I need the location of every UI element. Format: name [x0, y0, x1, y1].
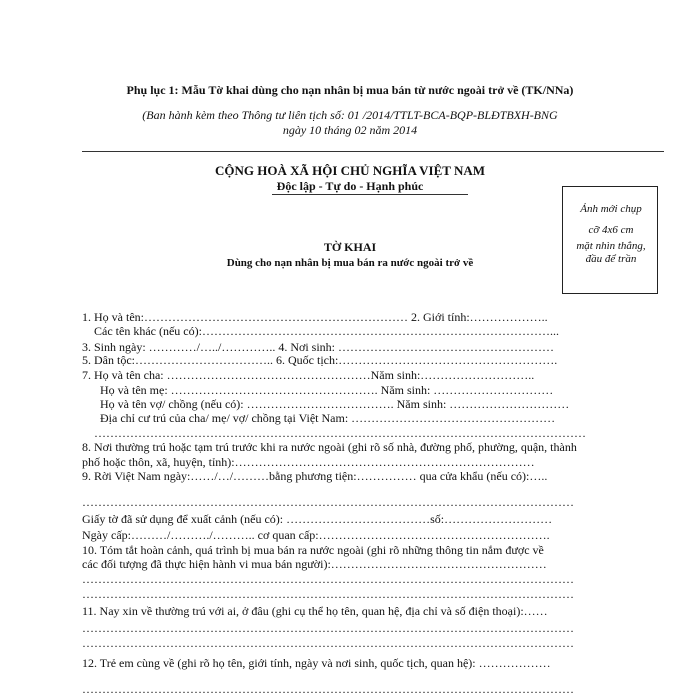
field-other-names[interactable]: Các tên khác (nếu có):……………………………………………………………………………...	[94, 324, 559, 338]
field-father[interactable]: 7. Họ và tên cha: ……………………………………………Năm sinh:………………………..	[82, 368, 535, 382]
field-children-line[interactable]: ……………………………………………………………………………………………………………	[82, 682, 574, 696]
photo-text-4: đầu để trần	[585, 253, 637, 265]
photo-text-1: Ảnh mới chụp	[580, 203, 642, 215]
appendix-title: Phụ lục 1: Mẫu Tờ khai dùng cho nạn nhân bị mua bán từ nước ngoài trở về (TK/NNa)	[126, 83, 574, 97]
field-birth-date[interactable]: 3. Sinh ngày: …………/…../………….. 4. Nơi sinh: ………………………………………………	[82, 340, 555, 354]
field-return-residence-line[interactable]: ……………………………………………………………………………………………………………	[82, 621, 574, 635]
form-title: TỜ KHAI	[323, 240, 377, 254]
field-children[interactable]: 12. Trẻ em cùng về (ghi rõ họ tên, giới tính, ngày và nơi sinh, quốc tịch, quan hệ): ………………	[82, 656, 551, 670]
field-return-residence-line[interactable]: ……………………………………………………………………………………………………………	[82, 636, 574, 650]
field-departure-cont[interactable]: ……………………………………………………………………………………………………………	[82, 495, 574, 509]
photo-text-3: mặt nhìn thẳng,	[576, 240, 646, 252]
field-residence[interactable]: 8. Nơi thường trú hoặc tạm trú trước khi ra nước ngoài (ghi rõ số nhà, đường phố, phường, quận, thành	[82, 440, 577, 454]
field-circumstances[interactable]: 10. Tóm tắt hoàn cảnh, quá trình bị mua bán ra nước ngoài (ghi rõ những thông tin nắm được về	[82, 543, 544, 557]
photo-box	[562, 186, 658, 294]
field-mother[interactable]: Họ và tên mẹ: ……………………………………………. Năm sinh: …………………………	[100, 383, 554, 397]
country-name: CỘNG HOÀ XÃ HỘI CHỦ NGHĨA VIỆT NAM	[214, 163, 486, 178]
photo-text-2: cỡ 4x6 cm	[588, 224, 634, 236]
field-family-address[interactable]: Địa chỉ cư trú của cha/ mẹ/ vợ/ chồng tại Việt Nam: ……………………………………………	[100, 411, 556, 425]
field-issue-date[interactable]: Ngày cấp:………/………./……….. cơ quan cấp:………………………………………………….	[82, 528, 550, 542]
field-full-name[interactable]: 1. Họ và tên:………………………………………………………… 2. Giới tính:………………..	[82, 310, 548, 324]
field-exit-document[interactable]: Giấy tờ đã sử dụng để xuất cảnh (nếu có): ………………………………số:………………………	[82, 512, 553, 526]
issued-line-1: (Ban hành kèm theo Thông tư liên tịch số: 01 /2014/TTLT-BCA-BQP-BLĐTBXH-BNG	[142, 108, 558, 122]
form-subtitle: Dùng cho nạn nhân bị mua bán ra nước ngoài trở về	[226, 257, 474, 269]
field-circumstances-cont[interactable]: các đối tượng đã thực hiện hành vi mua bán người):………………………………………………	[82, 557, 547, 571]
field-ethnicity[interactable]: 5. Dân tộc:…………………………….. 6. Quốc tịch:……………………………………………….	[82, 353, 558, 367]
field-circumstances-line[interactable]: ……………………………………………………………………………………………………………	[82, 587, 574, 601]
field-spouse[interactable]: Họ và tên vợ/ chồng (nếu có): ………………………………. Năm sinh: …………………………	[100, 397, 570, 411]
field-return-residence[interactable]: 11. Nay xin về thường trú với ai, ở đâu (ghi cụ thể họ tên, quan hệ, địa chỉ và số điện thoại):……	[82, 604, 548, 618]
national-motto: Độc lập - Tự do - Hạnh phúc	[276, 179, 424, 193]
issued-line-2: ngày 10 tháng 02 năm 2014	[282, 123, 418, 137]
field-family-address-cont[interactable]: ……………………………………………………………………………………………………………	[94, 426, 586, 440]
field-departure[interactable]: 9. Rời Việt Nam ngày:……/…/………bằng phương tiện:…………… qua cửa khẩu (nếu có):…..	[82, 469, 548, 483]
field-circumstances-line[interactable]: ……………………………………………………………………………………………………………	[82, 572, 574, 586]
field-residence-cont[interactable]: phố hoặc thôn, xã, huyện, tỉnh):…………………………………………………………………	[82, 455, 535, 469]
motto-underline	[272, 194, 468, 195]
header-divider	[82, 151, 664, 152]
